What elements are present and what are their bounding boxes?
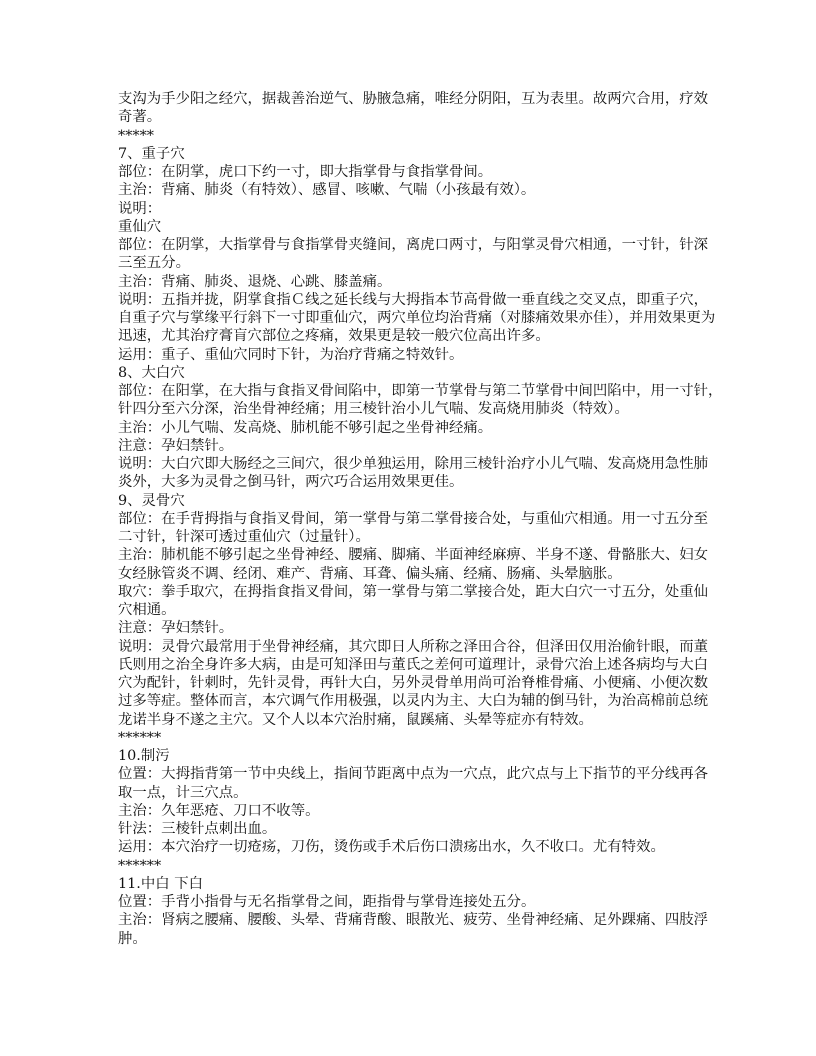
text-line: ****** — [118, 857, 162, 874]
text-line: 8、大白穴 — [118, 364, 185, 381]
text-line: 针四分至六分深，治坐骨神经痛；用三棱针治小儿气喘、发高烧用肺炎（特效）。 — [118, 401, 629, 418]
text-line: 说明：灵骨穴最常用于坐骨神经痛，其穴即日人所称之泽田合谷，但泽田仅用治偷针眼，而董 — [118, 638, 709, 655]
text-line: 运用：重子、重仙穴同时下针，为治疗背痛之特效针。 — [118, 346, 464, 363]
text-line: 重仙穴 — [118, 218, 162, 235]
text-line: 注意：孕妇禁针。 — [118, 620, 234, 637]
text-line: 主治：肾病之腰痛、腰酸、头晕、背痛背酸、眼散光、疲劳、坐骨神经痛、足外踝痛、四肢浮 — [118, 912, 709, 929]
text-line: 主治：背痛、肺炎、退烧、心跳、膝盖痛。 — [118, 273, 392, 290]
text-line: 自重子穴与掌缘平行斜下一寸即重仙穴，两穴单位均治背痛（对膝痛效果亦佳），并用效果更为 — [118, 310, 716, 326]
text-line: 部位：在阴掌，虎口下约一寸，即大指掌骨与食指掌骨间。 — [118, 164, 493, 180]
text-line: 取穴：拳手取穴，在拇指食指叉骨间，第一掌骨与第二掌接合处，距大白穴一寸五分，处重仙 — [118, 583, 709, 600]
document-body — [118, 90, 723, 948]
text-line: 主治：小儿气喘、发高烧、肺机能不够引起之坐骨神经痛。 — [118, 419, 493, 436]
text-line: 迅速，尤其治疗膏肓穴部位之疼痛，效果更是较一般穴位高出许多。 — [118, 328, 550, 345]
text-line: 支沟为手少阳之经穴，据裁善治逆气、胁腋急痛，唯经分阴阳，互为表里。故两穴合用，疗效 — [118, 91, 709, 107]
text-line: 部位：在阴掌，大指掌骨与食指掌骨夹缝间，离虎口两寸，与阳掌灵骨穴相通，一寸针，针深 — [118, 237, 709, 253]
text-line: 注意：孕妇禁针。 — [118, 437, 234, 454]
text-line: 穴相通。 — [118, 602, 176, 618]
text-line: 部位：在手背拇指与食指叉骨间，第一掌骨与第二掌骨接合处，与重仙穴相通。用一寸五分至 — [118, 510, 709, 527]
text-line: 说明：大白穴即大肠经之三间穴，很少单独运用，除用三棱针治疗小儿气喘、发高烧用急性肺 — [118, 456, 709, 472]
text-line: ***** — [118, 127, 154, 144]
text-line: 位置：手背小指骨与无名指掌骨之间，距指骨与掌骨连接处五分。 — [118, 894, 536, 910]
text-line: 主治：肺机能不够引起之坐骨神经、腰痛、脚痛、半面神经麻痹、半身不遂、骨骼胀大、妇女 — [118, 547, 709, 564]
text-line: 肿。 — [118, 930, 147, 947]
text-line: 7、重子穴 — [118, 145, 185, 162]
text-line: 说明： — [118, 200, 162, 217]
text-line: 位置：大拇指背第一节中央线上，指间节距离中点为一穴点，此穴点与上下指节的平分线再各 — [118, 766, 709, 783]
text-line: 11.中白 下白 — [118, 875, 204, 892]
text-line: ****** — [118, 729, 162, 746]
text-line: 针法：三棱针点刺出血。 — [118, 821, 277, 837]
text-line: 运用：本穴治疗一切疮疡，刀伤，烫伤或手术后伤口溃疡出水，久不收口。尤有特效。 — [118, 839, 665, 856]
text-line: 炎外，大多为灵骨之倒马针，两穴巧合运用效果更佳。 — [118, 474, 464, 491]
text-line: 9、灵骨穴 — [118, 492, 185, 509]
text-line: 龙诺半身不遂之主穴。又个人以本穴治肘痛，鼠蹊痛、头晕等症亦有特效。 — [118, 711, 593, 728]
text-line: 部位：在阳掌，在大指与食指叉骨间陷中，即第一节掌骨与第二节掌骨中间凹陷中，用一寸针， — [118, 383, 723, 399]
text-line: 氏则用之治全身许多大病，由是可知泽田与董氏之差何可道理计，录骨穴治上述各病均与大白 — [118, 656, 709, 673]
text-line: 取一点，计三穴点。 — [118, 784, 248, 801]
text-line: 说明：五指并拢，阴掌食指Ｃ线之延长线与大拇指本节高骨做一垂直线之交叉点，即重子穴， — [118, 291, 709, 308]
text-line: 过多等症。整体而言，本穴调气作用极强，以灵内为主、大白为辅的倒马针，为治高棉前总统 — [118, 693, 709, 710]
text-line: 主治：久年恶疮、刀口不收等。 — [118, 802, 320, 819]
text-line: 女经脉管炎不调、经闭、难产、背痛、耳聋、偏头痛、经痛、肠痛、头晕脑胀。 — [118, 565, 622, 582]
text-line: 奇著。 — [118, 109, 162, 126]
text-line: 主治：背痛、肺炎（有特效）、感冒、咳嗽、气喘（小孩最有效）。 — [118, 182, 536, 199]
text-line: 10.制污 — [118, 748, 170, 764]
text-line: 三至五分。 — [118, 255, 190, 272]
text-line: 二寸针，针深可透过重仙穴（过量针）。 — [118, 529, 370, 545]
text-line: 穴为配针，针刺时，先针灵骨，再针大白，另外灵骨单用尚可治脊椎骨痛、小便痛、小便次数 — [118, 675, 709, 691]
